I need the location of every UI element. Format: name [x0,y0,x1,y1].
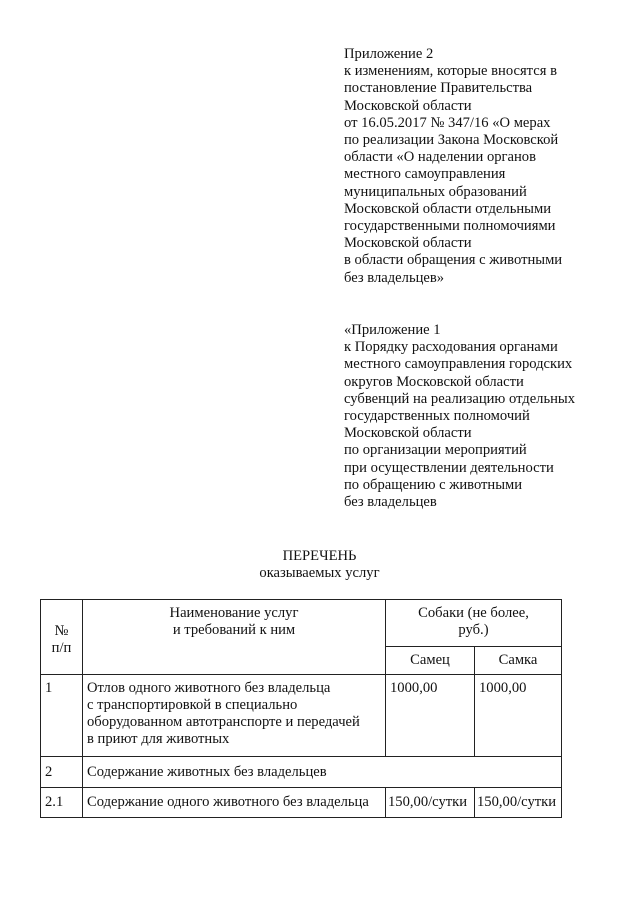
header-line: местного самоуправления городских [344,356,573,373]
header-line: «Приложение 1 [344,322,441,338]
row-number-cell: 2.1 [41,788,83,818]
header-line: государственными полномочиями [344,218,556,235]
table-row [41,788,562,818]
header-female-cell: Самка [475,647,562,675]
row-number-cell: 2 [41,757,83,788]
header-line: при осуществлении деятельности [344,459,554,476]
table-row [41,757,562,788]
header-name-line: и требований к ним [172,622,296,638]
header-line: к Порядку расходования органами [344,339,558,356]
header-line: от 16.05.2017 № 347/16 «О мерах [344,114,551,131]
header-line: по организации мероприятий [344,442,527,459]
table-row [41,675,562,757]
header-line: округов Московской области [344,373,524,390]
header-line: Приложение 2 [344,46,434,62]
header-number-line: п/п [51,640,72,656]
row-number-cell: 1 [41,675,83,757]
header-line: без владельцев» [344,269,445,286]
header-line: области «О наделении органов [344,149,536,166]
row-name-line: оборудованном автотранспорте и передачей [87,714,360,730]
row-name-line: с транспортировкой в специально [87,697,298,713]
header-dogs-line: Собаки (не более, [418,605,529,621]
appendix-1-header [344,322,575,511]
row-name-cell: Содержание одного животного без владельца [83,788,386,818]
header-line: в области обращения с животными [344,252,563,269]
appendix-2-header [344,46,562,287]
table-header-row [41,600,562,647]
header-male-cell: Самец [386,647,475,675]
header-line: по реализации Закона Московской [344,132,559,149]
header-name-cell [83,600,386,675]
list-title: ПЕРЕЧЕНЬ [282,548,357,564]
header-line: муниципальных образований [344,183,527,200]
header-number-line: № [54,623,69,639]
row-name-cell: Содержание животных без владельцев [83,757,562,788]
services-table [40,599,562,818]
list-subtitle: оказываемых услуг [259,565,380,581]
row-female-price-cell: 150,00/сутки [475,788,562,818]
header-line: государственных полномочий [344,408,530,425]
row-name-cell [83,675,386,757]
header-name-line: Наименование услуг [169,605,299,621]
header-line: по обращению с животными [344,476,523,493]
header-line: Московской области [344,235,472,252]
header-line: субвенций на реализацию отдельных [344,390,576,407]
row-male-price-cell: 150,00/сутки [386,788,475,818]
row-name-line: Отлов одного животного без владельца [87,680,331,696]
header-line: постановление Правительства [344,80,533,97]
row-male-price-cell: 1000,00 [386,675,475,757]
header-dogs-cell [386,600,562,647]
header-line: Московской области [344,97,472,114]
row-female-price-cell: 1000,00 [475,675,562,757]
header-line: Московской области отдельными [344,200,552,217]
header-line: без владельцев [344,494,437,511]
header-number-cell [41,600,83,675]
row-name-line: в приют для животных [87,731,230,747]
header-dogs-line: руб.) [458,622,489,638]
header-line: местного самоуправления [344,166,506,183]
header-line: Московской области [344,425,472,442]
header-line: к изменениям, которые вносятся в [344,63,557,80]
